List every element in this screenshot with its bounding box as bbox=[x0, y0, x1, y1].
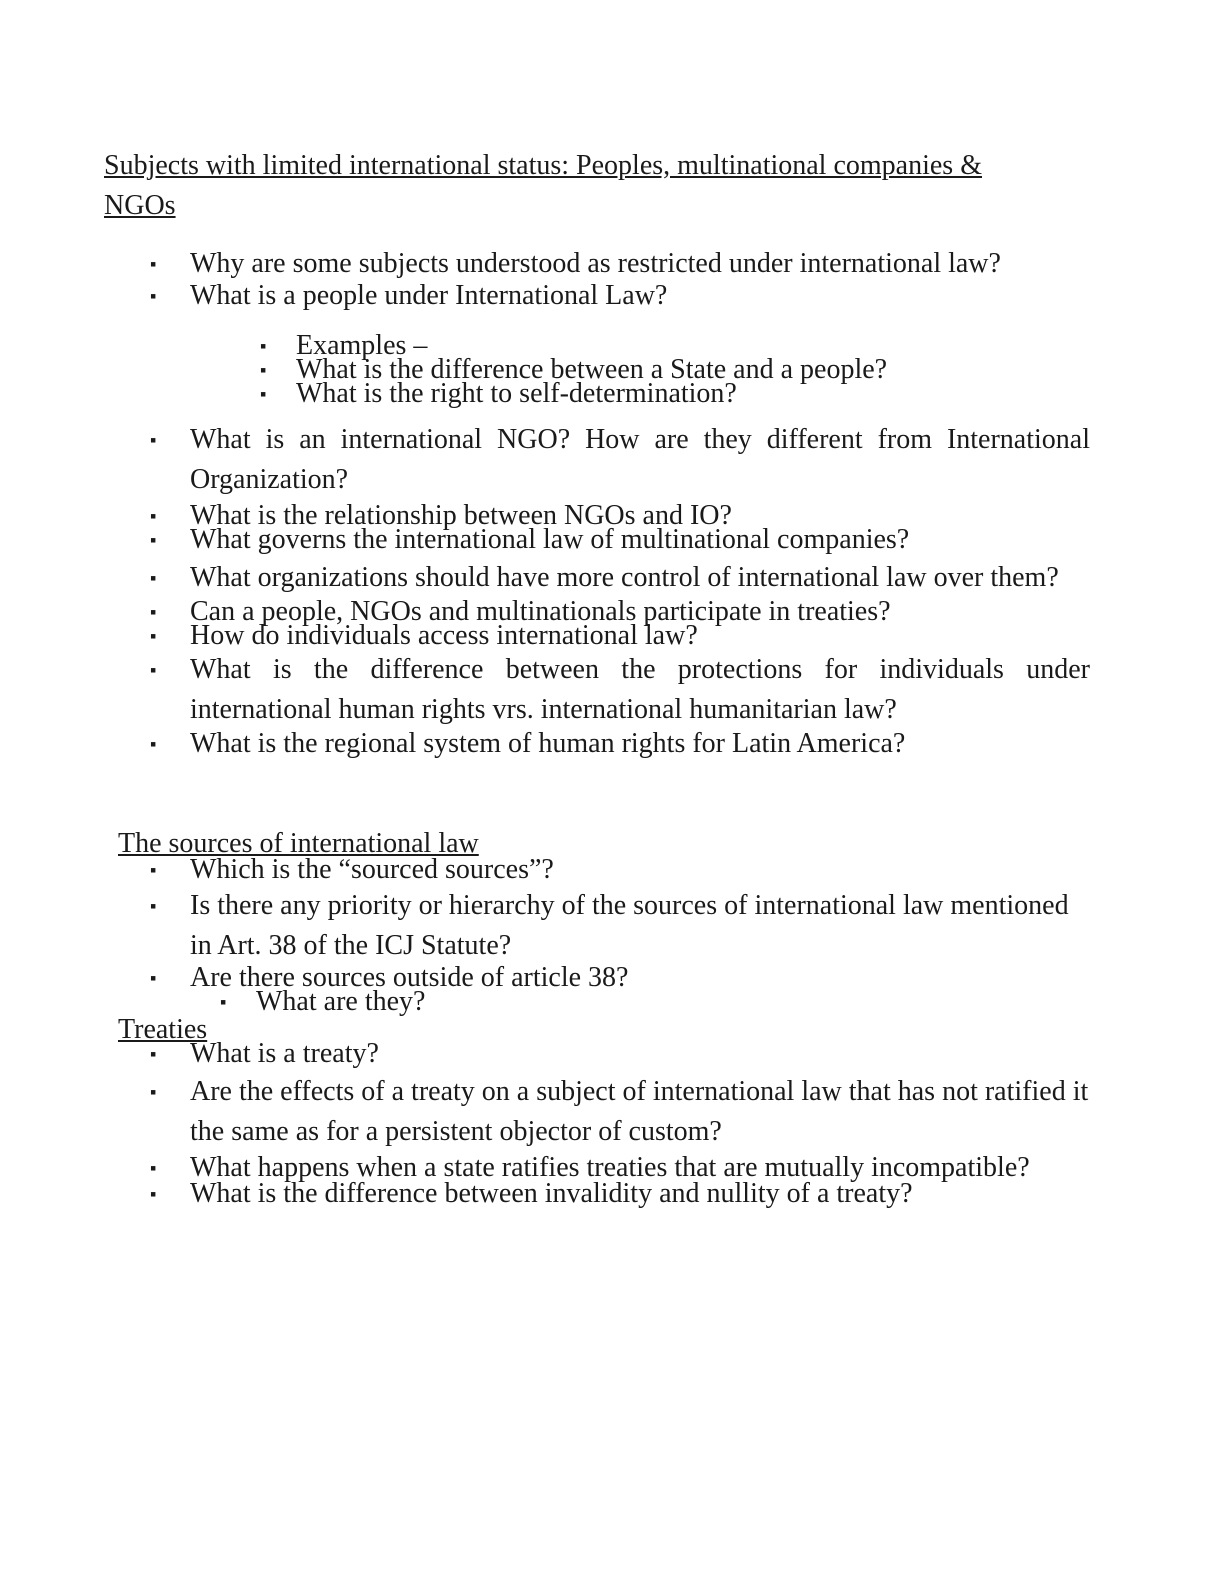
list-item: ▪ What is the regional system of human rights for Latin America? bbox=[150, 732, 1090, 756]
list-item: ▪ What is the difference between the protections for individuals under international human rights vrs. international humanitarian law? bbox=[150, 650, 1090, 730]
section3-list bbox=[150, 1038, 1090, 1209]
list-item: ▪ What is the relationship between NGOs and IO? bbox=[150, 504, 1090, 528]
section-heading-sources: The sources of international law bbox=[118, 828, 479, 859]
section1-list bbox=[150, 248, 1090, 311]
list-item: ▪ What is a treaty? bbox=[150, 1042, 1090, 1066]
list-item: ▪ What is an international NGO? How are they different from International Organization? bbox=[150, 420, 1090, 500]
list-item: ▪ What organizations should have more control of international law over them? bbox=[150, 558, 1090, 598]
list-item: ▪ Can a people, NGOs and multinationals participate in treaties? bbox=[150, 600, 1090, 624]
sub-list-item: ▪ What is the difference between a State and a people? bbox=[260, 358, 1200, 382]
list-item: ▪ Which is the “sourced sources”? bbox=[150, 858, 1090, 882]
list-item: ▪ Why are some subjects understood as restricted under international law? bbox=[150, 252, 1090, 276]
document-title: Subjects with limited international status: Peoples, multinational companies & NGOs bbox=[104, 150, 982, 221]
list-item: ▪ Is there any priority or hierarchy of the sources of international law mentioned in Art. 38 of the ICJ Statute? bbox=[150, 886, 1090, 966]
section1-sublist bbox=[150, 330, 1200, 409]
list-item: ▪ What happens when a state ratifies treaties that are mutually incompatible? bbox=[150, 1156, 1090, 1180]
sub-list-item: ▪ What is the right to self-determination? bbox=[260, 382, 1200, 406]
list-item: ▪ What governs the international law of multinational companies? bbox=[150, 528, 1090, 552]
section-heading-treaties: Treaties bbox=[118, 1014, 208, 1045]
list-item: ▪ What is the difference between invalidity and nullity of a treaty? bbox=[150, 1182, 1090, 1206]
list-item: ▪ What is a people under International Law? bbox=[150, 284, 1090, 308]
list-item: ▪ How do individuals access international law? bbox=[150, 624, 1090, 648]
list-item: ▪ Are the effects of a treaty on a subject of international law that has not ratified it the same as for a persistent objector of custom? bbox=[150, 1072, 1090, 1152]
section2-list bbox=[150, 854, 1090, 993]
list-item: ▪ Are there sources outside of article 38? bbox=[150, 966, 1090, 990]
section1-list-cont bbox=[150, 420, 1090, 759]
sub-list-item: ▪ Examples – bbox=[260, 334, 1200, 358]
section2-sublist bbox=[150, 986, 1160, 1017]
sub-list-item: ▪ What are they? bbox=[220, 990, 1160, 1014]
